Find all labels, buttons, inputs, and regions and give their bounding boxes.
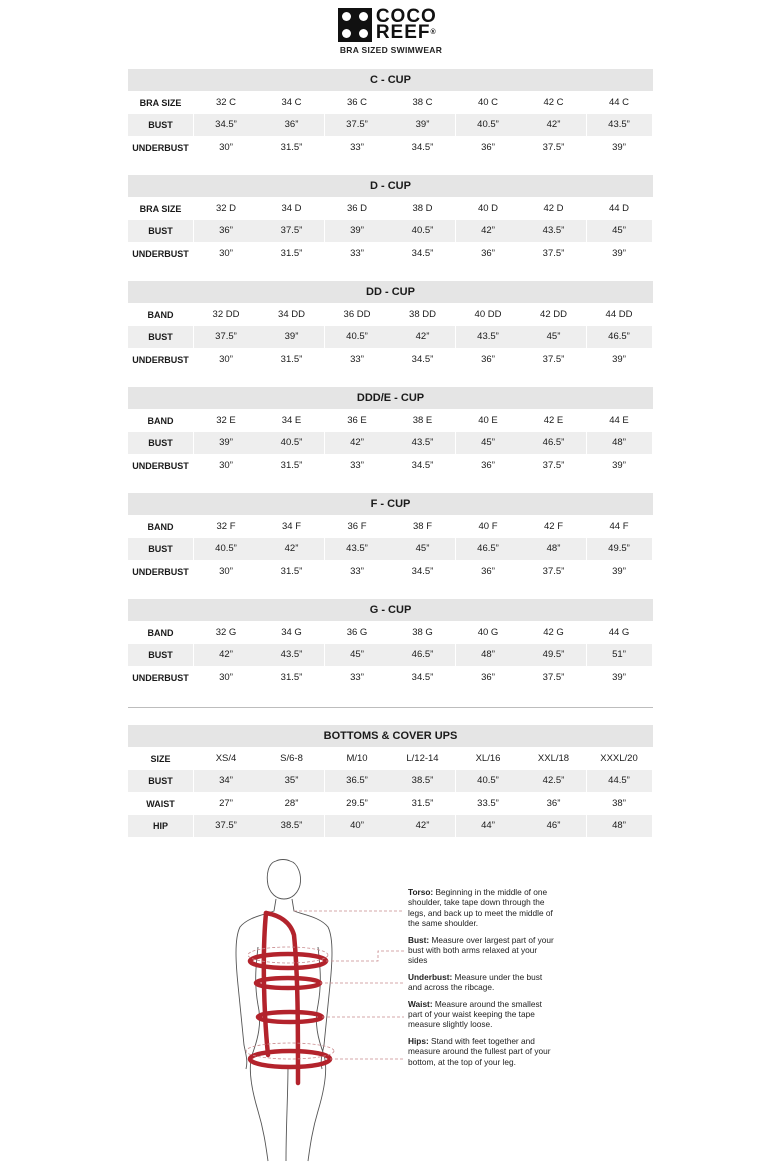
note-term: Bust: bbox=[408, 934, 430, 945]
table-cell: 44 E bbox=[609, 414, 629, 426]
table-row bbox=[128, 220, 653, 242]
table-row bbox=[128, 410, 653, 432]
row-label: HIP bbox=[128, 815, 193, 837]
table-cell: 42” bbox=[521, 114, 586, 136]
table-cell: 34.5” bbox=[411, 247, 434, 259]
measurement-notes bbox=[408, 887, 558, 1073]
table-cell: 40 F bbox=[478, 520, 498, 532]
size-table bbox=[128, 175, 653, 265]
table-cell: 33” bbox=[350, 247, 364, 259]
note-term: Hips: bbox=[408, 1035, 429, 1046]
table-cell: 30” bbox=[219, 565, 233, 577]
row-label: WAIST bbox=[146, 798, 175, 809]
table-title: C - CUP bbox=[128, 69, 653, 91]
table-cell: 45” bbox=[390, 538, 455, 560]
table-row bbox=[128, 516, 653, 538]
note-text: Beginning in the middle of one shoulder, take tape down through the legs, and back up to meet the middle of the same shoulder. bbox=[408, 887, 553, 929]
table-cell: 36.5” bbox=[325, 770, 390, 792]
table-cell: 40” bbox=[325, 815, 390, 837]
table-cell: 45” bbox=[456, 432, 521, 454]
table-cell: 38 G bbox=[412, 626, 433, 638]
measurement-note bbox=[408, 1036, 558, 1067]
table-cell: 31.5” bbox=[280, 141, 303, 153]
table-cell: 37.5” bbox=[542, 141, 565, 153]
table-cell: 36” bbox=[546, 797, 561, 809]
table-row bbox=[128, 304, 653, 326]
row-label: UNDERBUST bbox=[132, 248, 189, 259]
table-cell: 46” bbox=[521, 815, 586, 837]
table-cell: 29.5” bbox=[346, 797, 368, 809]
table-cell: 40.5” bbox=[390, 220, 455, 242]
table-cell: 39” bbox=[390, 114, 455, 136]
table-cell: 34 F bbox=[281, 520, 301, 532]
table-cell: 43.5” bbox=[587, 114, 652, 136]
table-cell: XXXL/20 bbox=[600, 752, 638, 764]
table-cell: 48” bbox=[456, 644, 521, 666]
table-cell: 42 DD bbox=[540, 308, 567, 320]
row-label: BUST bbox=[128, 644, 193, 666]
table-cell: 40.5” bbox=[194, 538, 259, 560]
table-cell: 39” bbox=[612, 671, 626, 683]
table-cell: 34 D bbox=[281, 202, 302, 214]
row-label: BAND bbox=[147, 415, 174, 426]
measurement-note bbox=[408, 972, 558, 993]
table-cell: 34.5” bbox=[411, 353, 434, 365]
table-row bbox=[128, 538, 653, 560]
table-title: F - CUP bbox=[128, 493, 653, 515]
bust-leader bbox=[326, 951, 404, 961]
table-cell: 42” bbox=[259, 538, 324, 560]
note-term: Waist: bbox=[408, 998, 433, 1009]
table-cell: 37.5” bbox=[325, 114, 390, 136]
table-cell: 38.5” bbox=[390, 770, 455, 792]
table-title: DDD/E - CUP bbox=[128, 387, 653, 409]
table-cell: 38” bbox=[612, 797, 626, 809]
table-cell: 36 G bbox=[346, 626, 368, 638]
row-label: UNDERBUST bbox=[132, 672, 189, 683]
measurement-note bbox=[408, 999, 558, 1030]
size-table bbox=[128, 493, 653, 583]
table-row bbox=[128, 349, 653, 371]
table-cell: 39” bbox=[194, 432, 259, 454]
note-term: Torso: bbox=[408, 887, 434, 897]
table-cell: 33.5” bbox=[477, 797, 499, 809]
table-cell: 39” bbox=[612, 141, 626, 153]
table-row bbox=[128, 748, 653, 770]
row-label: BAND bbox=[147, 309, 174, 320]
table-cell: 42” bbox=[390, 326, 455, 348]
table-cell: 36 E bbox=[347, 414, 367, 426]
table-cell: 36” bbox=[481, 353, 495, 365]
table-cell: 37.5” bbox=[542, 671, 565, 683]
table-cell: 37.5” bbox=[194, 326, 259, 348]
table-cell: 46.5” bbox=[456, 538, 521, 560]
table-cell: 45” bbox=[587, 220, 652, 242]
table-row bbox=[128, 198, 653, 220]
table-cell: 40 G bbox=[477, 626, 499, 638]
table-row bbox=[128, 114, 653, 136]
table-cell: M/10 bbox=[346, 752, 368, 764]
table-cell: 42” bbox=[456, 220, 521, 242]
table-cell: 36” bbox=[481, 247, 495, 259]
row-label: BUST bbox=[128, 432, 193, 454]
table-title: BOTTOMS & COVER UPS bbox=[128, 725, 653, 747]
table-cell: 44” bbox=[456, 815, 521, 837]
row-label: BUST bbox=[128, 114, 193, 136]
torso-tape bbox=[266, 913, 298, 1083]
table-cell: 31.5” bbox=[280, 353, 303, 365]
table-cell: L/12-14 bbox=[406, 752, 439, 764]
table-cell: 31.5” bbox=[280, 565, 303, 577]
table-cell: 42 E bbox=[543, 414, 564, 426]
table-cell: 43.5” bbox=[259, 644, 324, 666]
table-cell: 44 DD bbox=[605, 308, 633, 320]
table-cell: 42” bbox=[390, 815, 455, 837]
table-cell: 36 D bbox=[346, 202, 368, 214]
table-cell: 32 C bbox=[215, 96, 237, 108]
table-cell: 40.5” bbox=[325, 326, 390, 348]
row-label: UNDERBUST bbox=[132, 566, 189, 577]
table-cell: 46.5” bbox=[390, 644, 455, 666]
table-title: G - CUP bbox=[128, 599, 653, 621]
table-cell: 42 C bbox=[543, 96, 564, 108]
table-cell: 36” bbox=[481, 141, 495, 153]
table-cell: 36 F bbox=[347, 520, 367, 532]
table-row bbox=[128, 770, 653, 792]
table-cell: 35” bbox=[259, 770, 324, 792]
note-term: Underbust: bbox=[408, 971, 453, 982]
table-cell: 48” bbox=[587, 815, 652, 837]
table-cell: 38 F bbox=[412, 520, 432, 532]
table-cell: 43.5” bbox=[456, 326, 521, 348]
table-row bbox=[128, 432, 653, 454]
table-cell: 38 DD bbox=[409, 308, 436, 320]
section-divider bbox=[128, 707, 653, 708]
figure-outline-left bbox=[236, 899, 276, 1161]
table-row bbox=[128, 815, 653, 837]
table-row bbox=[128, 326, 653, 348]
logo-tagline: BRA SIZED SWIMWEAR bbox=[339, 45, 443, 55]
table-cell: 36 C bbox=[346, 96, 368, 108]
table-cell: 48” bbox=[587, 432, 652, 454]
table-cell: 43.5” bbox=[390, 432, 455, 454]
table-cell: 31.5” bbox=[411, 797, 434, 809]
table-cell: 33” bbox=[350, 671, 364, 683]
table-row bbox=[128, 644, 653, 666]
table-title: D - CUP bbox=[128, 175, 653, 197]
table-cell: 31.5” bbox=[280, 459, 303, 471]
table-cell: 40 E bbox=[478, 414, 498, 426]
table-cell: 32 G bbox=[215, 626, 237, 638]
table-cell: 42 F bbox=[543, 520, 563, 532]
table-cell: 36” bbox=[481, 459, 495, 471]
row-label: BUST bbox=[128, 220, 193, 242]
logo-line-1: COCO bbox=[375, 6, 437, 27]
table-cell: 48” bbox=[521, 538, 586, 560]
logo-line-2: REEF® bbox=[375, 22, 437, 43]
torso-tape-back bbox=[264, 913, 268, 1055]
table-cell: 39” bbox=[612, 459, 626, 471]
table-row bbox=[128, 793, 653, 815]
table-cell: 31.5” bbox=[280, 247, 303, 259]
row-label: BRA SIZE bbox=[139, 97, 182, 108]
row-label: BAND bbox=[147, 521, 174, 532]
table-cell: 34 G bbox=[281, 626, 302, 638]
table-cell: 37.5” bbox=[542, 565, 565, 577]
table-row bbox=[128, 667, 653, 689]
table-cell: 30” bbox=[219, 671, 233, 683]
table-cell: 36” bbox=[194, 220, 259, 242]
note-text: Measure around the smallest part of your waist keeping the tape measure slightly loose. bbox=[408, 998, 542, 1030]
table-cell: 30” bbox=[219, 141, 233, 153]
table-cell: 33” bbox=[350, 353, 364, 365]
table-row bbox=[128, 561, 653, 583]
table-cell: 37.5” bbox=[259, 220, 324, 242]
table-cell: 36” bbox=[481, 671, 495, 683]
measurement-note bbox=[408, 935, 558, 966]
size-table bbox=[128, 599, 653, 689]
table-cell: XS/4 bbox=[215, 752, 237, 764]
table-cell: 34 DD bbox=[278, 308, 305, 320]
figure-head bbox=[267, 860, 300, 900]
table-cell: 34 E bbox=[281, 414, 302, 426]
table-cell: 39” bbox=[325, 220, 390, 242]
note-text: Stand with feet together and measure around the fullest part of your bottom, at the top of your leg. bbox=[408, 1035, 551, 1067]
table-cell: 40 DD bbox=[474, 308, 502, 320]
table-cell: 42” bbox=[325, 432, 390, 454]
figure-legs-gap bbox=[286, 1065, 288, 1161]
row-label: BRA SIZE bbox=[139, 203, 182, 214]
table-row bbox=[128, 455, 653, 477]
table-cell: 34.5” bbox=[411, 141, 434, 153]
table-row bbox=[128, 92, 653, 114]
table-cell: 51” bbox=[587, 644, 652, 666]
table-cell: 34.5” bbox=[411, 565, 434, 577]
note-text: Measure under the bust and across the ribcage. bbox=[408, 971, 543, 993]
table-cell: 45” bbox=[325, 644, 390, 666]
table-cell: XL/16 bbox=[475, 752, 501, 764]
table-cell: 38 D bbox=[412, 202, 433, 214]
row-label: UNDERBUST bbox=[132, 460, 189, 471]
table-cell: XXL/18 bbox=[537, 752, 570, 764]
table-cell: 39” bbox=[612, 565, 626, 577]
table-cell: 34” bbox=[194, 770, 259, 792]
table-cell: 44 D bbox=[608, 202, 630, 214]
table-cell: 44 G bbox=[608, 626, 630, 638]
table-cell: 44 F bbox=[609, 520, 629, 532]
row-label: UNDERBUST bbox=[132, 354, 189, 365]
row-label: SIZE bbox=[150, 753, 171, 764]
table-cell: 44.5” bbox=[587, 770, 652, 792]
row-label: UNDERBUST bbox=[132, 142, 189, 153]
table-cell: 34.5” bbox=[194, 114, 259, 136]
table-cell: 32 DD bbox=[212, 308, 240, 320]
table-cell: 33” bbox=[350, 565, 364, 577]
table-cell: 42” bbox=[194, 644, 259, 666]
table-cell: 37.5” bbox=[542, 353, 565, 365]
table-cell: 31.5” bbox=[280, 671, 303, 683]
table-cell: 40.5” bbox=[456, 114, 521, 136]
table-cell: 37.5” bbox=[542, 459, 565, 471]
table-cell: 38 C bbox=[412, 96, 433, 108]
table-row bbox=[128, 622, 653, 644]
table-cell: 45” bbox=[521, 326, 586, 348]
table-cell: 49.5” bbox=[521, 644, 586, 666]
table-cell: 30” bbox=[219, 459, 233, 471]
waist-tape bbox=[258, 1012, 322, 1022]
table-cell: 42.5” bbox=[521, 770, 586, 792]
table-cell: 39” bbox=[612, 353, 626, 365]
table-cell: 27” bbox=[219, 797, 233, 809]
table-cell: 34.5” bbox=[411, 671, 434, 683]
size-table bbox=[128, 387, 653, 477]
table-cell: 28” bbox=[284, 797, 299, 809]
table-cell: 33” bbox=[350, 141, 364, 153]
table-cell: 42 D bbox=[543, 202, 564, 214]
table-cell: 43.5” bbox=[325, 538, 390, 560]
table-cell: 44 C bbox=[608, 96, 630, 108]
size-table bbox=[128, 281, 653, 371]
size-table bbox=[128, 69, 653, 159]
table-cell: 38.5” bbox=[259, 815, 324, 837]
table-cell: 33” bbox=[350, 459, 364, 471]
table-cell: 40.5” bbox=[259, 432, 324, 454]
table-cell: 38 E bbox=[412, 414, 433, 426]
table-cell: 32 F bbox=[216, 520, 236, 532]
table-cell: 40 C bbox=[477, 96, 499, 108]
table-cell: 40 D bbox=[477, 202, 499, 214]
measurement-note bbox=[408, 887, 558, 929]
table-title: DD - CUP bbox=[128, 281, 653, 303]
table-cell: 34.5” bbox=[411, 459, 434, 471]
table-row bbox=[128, 243, 653, 265]
table-cell: 46.5” bbox=[521, 432, 586, 454]
row-label: BAND bbox=[147, 627, 174, 638]
row-label: BUST bbox=[128, 326, 193, 348]
table-cell: 36” bbox=[481, 565, 495, 577]
table-cell: 30” bbox=[219, 247, 233, 259]
table-cell: 32 E bbox=[216, 414, 236, 426]
row-label: BUST bbox=[128, 770, 193, 792]
size-table bbox=[128, 725, 653, 837]
table-cell: 46.5” bbox=[587, 326, 652, 348]
table-row bbox=[128, 137, 653, 159]
table-cell: 37.5” bbox=[194, 815, 259, 837]
table-cell: 30” bbox=[219, 353, 233, 365]
table-cell: 40.5” bbox=[456, 770, 521, 792]
table-cell: 36” bbox=[259, 114, 324, 136]
coco-reef-logo-icon bbox=[338, 8, 372, 42]
table-cell: 43.5” bbox=[521, 220, 586, 242]
table-cell: 37.5” bbox=[542, 247, 565, 259]
note-text: Measure over largest part of your bust with both arms relaxed at your sides bbox=[408, 934, 554, 966]
table-cell: 36 DD bbox=[343, 308, 371, 320]
table-cell: S/6-8 bbox=[280, 752, 303, 764]
table-cell: 39” bbox=[259, 326, 324, 348]
table-cell: 49.5” bbox=[587, 538, 652, 560]
table-cell: 42 G bbox=[543, 626, 564, 638]
table-cell: 39” bbox=[612, 247, 626, 259]
row-label: BUST bbox=[128, 538, 193, 560]
table-cell: 34 C bbox=[281, 96, 302, 108]
table-cell: 32 D bbox=[215, 202, 237, 214]
brand-logo bbox=[0, 8, 780, 62]
